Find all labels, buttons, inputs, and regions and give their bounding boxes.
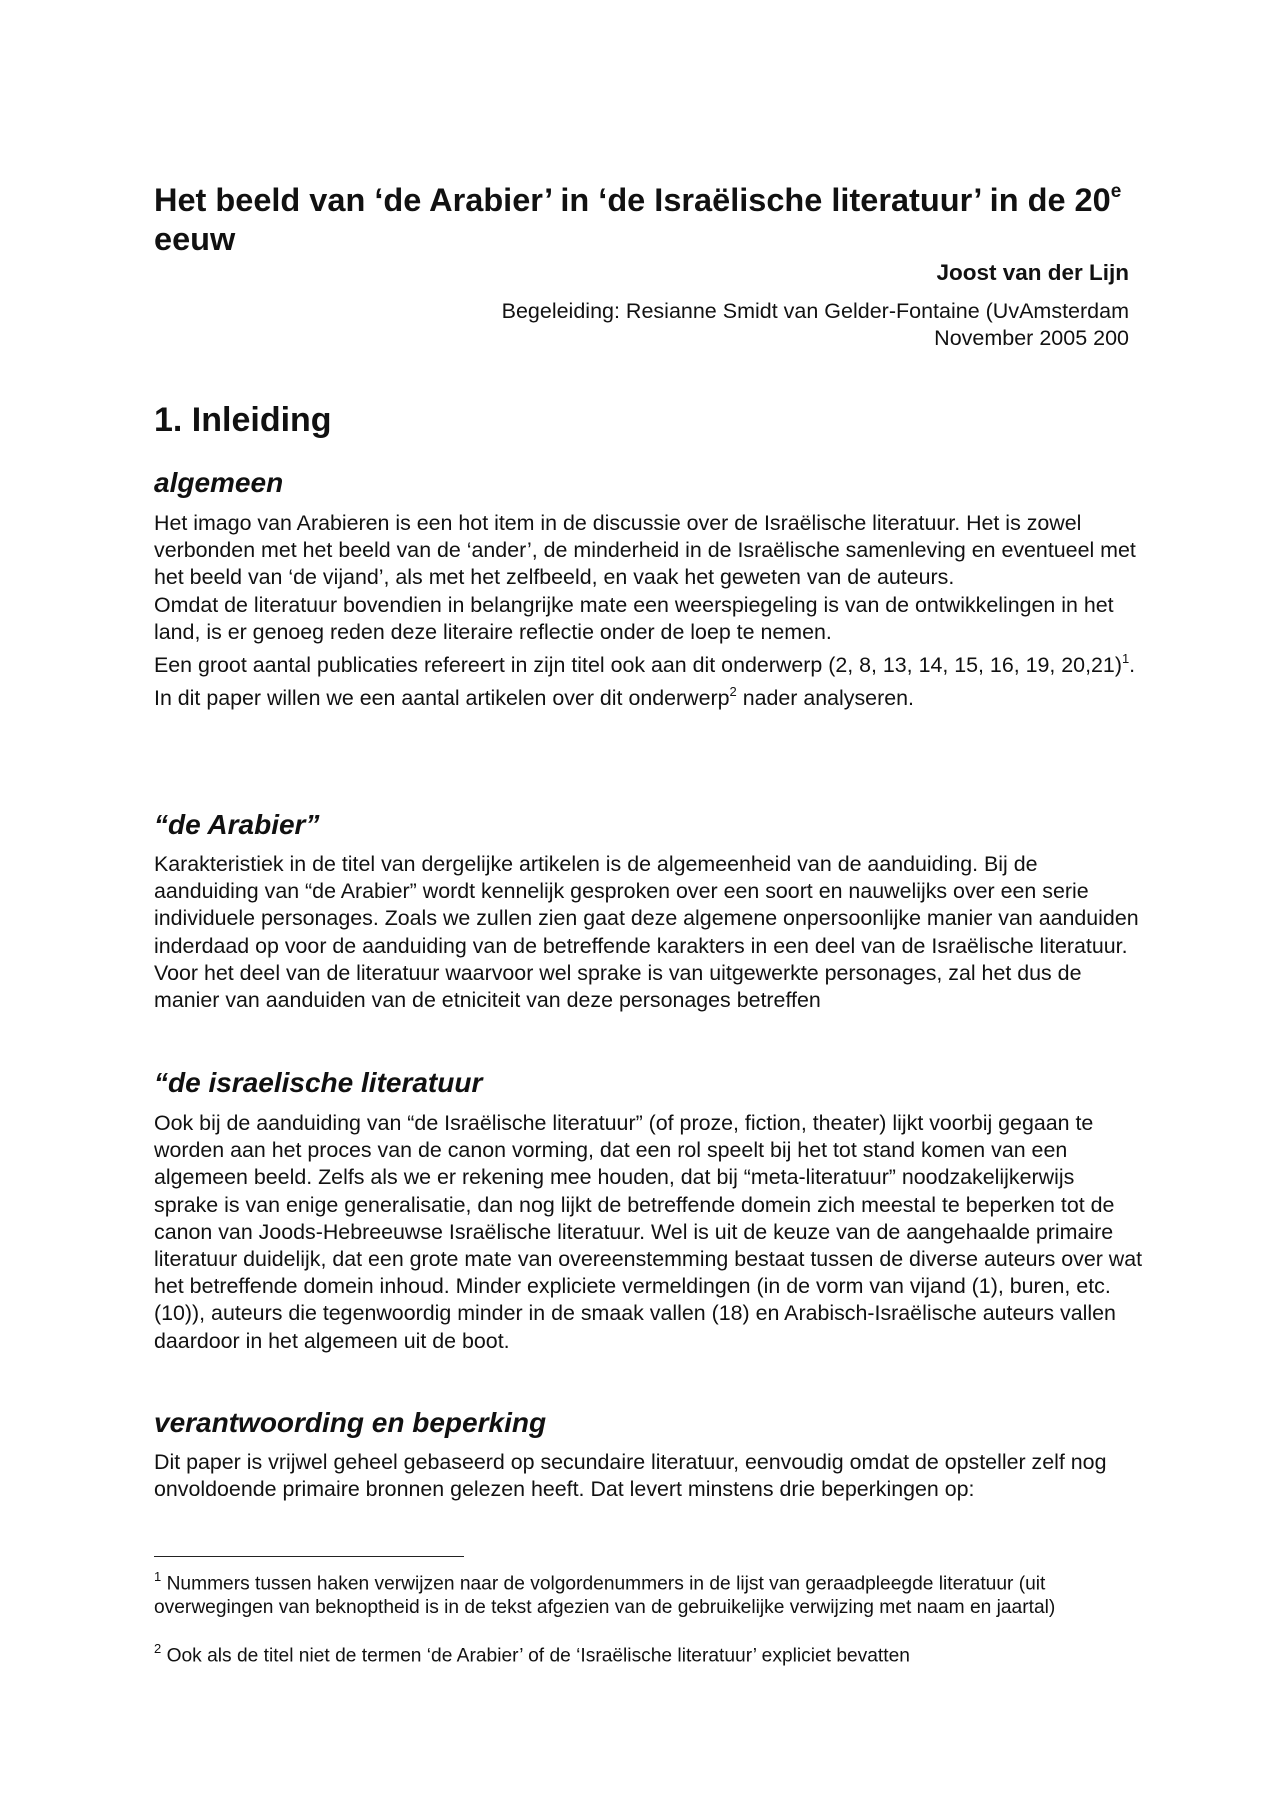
footnote-2 [154,1638,1144,1668]
section-literatuur-body [154,1110,1144,1355]
footnote-text: Nummers tussen haken verwijzen naar de volgordenummers in de lijst van geraadpleegde literatuur (uit overwegingen van beknoptheid is in de tekst afgezien van de gebruikelijke verwijzing met naam en jaartal) [154,1573,1056,1618]
subheading-verantwoording: verantwoording en beperking [154,1407,547,1438]
document-title [154,174,1144,259]
author-name: Joost van der Lijn [936,260,1129,285]
paragraph [154,646,1144,679]
footnote-number: 1 [154,1569,162,1584]
title-main: Het beeld van ‘de Arabier’ in ‘de Israëlische literatuur’ in de 20 [154,181,1111,218]
document-meta [502,298,1129,352]
paragraph: Omdat de literatuur bovendien in belangrijke mate een weerspiegeling is van de ontwikkelingen in het land, is er genoeg reden deze literaire reflectie onder de loep te nemen. [154,592,1114,644]
footnote-number: 2 [154,1641,162,1656]
subheading-algemeen: algemeen [154,467,284,498]
paragraph-text: . [1129,653,1136,678]
subheading-de-arabier: “de Arabier” [154,809,320,840]
date-line: November 2005 200 [934,326,1129,350]
section-verantwoording-body [154,1449,1144,1503]
footnote-ref-1[interactable]: 1 [1121,651,1130,667]
footnote-ref-2[interactable]: 2 [729,684,737,700]
paragraph-text: nader analyseren. [736,686,914,711]
section-algemeen-body [154,510,1144,713]
paragraph: Het imago van Arabieren is een hot item in de discussie over de Israëlische literatuur. Het is zowel verbonden met het beeld van de ‘ander’, de minderheid in de Israëlische samenleving en eventueel met het beeld van ‘de vijand’, als met het zelfbeeld, en vaak het geweten van de auteurs. [154,511,1136,590]
section-arabier-body [154,851,1144,1014]
paragraph [154,679,1144,712]
paragraph: Dit paper is vrijwel geheel gebaseerd op secundaire literatuur, eenvoudig omdat de opsteller zelf nog onvoldoende primaire bronnen gelezen heeft. Dat levert minstens drie beperkingen op: [154,1450,1107,1502]
section-heading-inleiding: 1. Inleiding [154,401,332,439]
footnote-1 [154,1566,1144,1619]
paragraph: Karakteristiek in de titel van dergelijke artikelen is de algemeenheid van de aanduiding. Bij de aanduiding van “de Arabier” wordt kennelijk gesproken over een soort en nauwelijks over een serie individuele personages. Zoals we zullen zien gaat deze algemene onpersoonlijke manier van aanduiden inderdaad op voor de aanduiding van de betreffende karakters in een deel van de Israëlische literatuur. Voor het deel van de literatuur waarvoor wel sprake is van uitgewerkte personages, zal het dus de manier van aanduiden van de etniciteit van deze personages betreffen [154,852,1139,1013]
supervision-line: Begeleiding: Resianne Smidt van Gelder-Fontaine (UvAmsterdam [501,299,1129,323]
paragraph-text: Een groot aantal publicaties refereert in zijn titel ook aan dit onderwerp (2, 8, 13, 14, 15, 16, 19, 20,21) [154,653,1122,678]
title-superscript: e [1110,181,1122,202]
paragraph-text: In dit paper willen we een aantal artikelen over dit onderwerp [154,686,730,711]
title-end: eeuw [154,220,236,257]
footnote-divider [154,1556,464,1557]
subheading-israelische-literatuur: “de israelische literatuur [154,1067,483,1098]
footnote-text: Ook als de titel niet de termen ‘de Arabier’ of de ‘Israëlische literatuur’ expliciet bevatten [161,1645,910,1667]
paragraph: Ook bij de aanduiding van “de Israëlische literatuur” (of proze, fiction, theater) lijkt voorbij gegaan te worden aan het proces van de canon vorming, dat een rol speelt bij het tot stand komen van een algemeen beeld. Zelfs als we er rekening mee houden, dat bij “meta-literatuur” noodzakelijkerwijs sprake is van enige generalisatie, dan nog lijkt de betreffende domein zich meestal te beperken tot de canon van Joods-Hebreeuwse Israëlische literatuur. Wel is uit de keuze van de aangehaalde primaire literatuur duidelijk, dat een grote mate van overeenstemming bestaat tussen de diverse auteurs over wat het betreffende domein inhoud. Minder expliciete vermeldingen (in de vorm van vijand (1), buren, etc.(10)), auteurs die tegenwoordig minder in de smaak vallen (18) en Arabisch-Israëlische auteurs vallen daardoor in het algemeen uit de boot. [154,1111,1143,1353]
